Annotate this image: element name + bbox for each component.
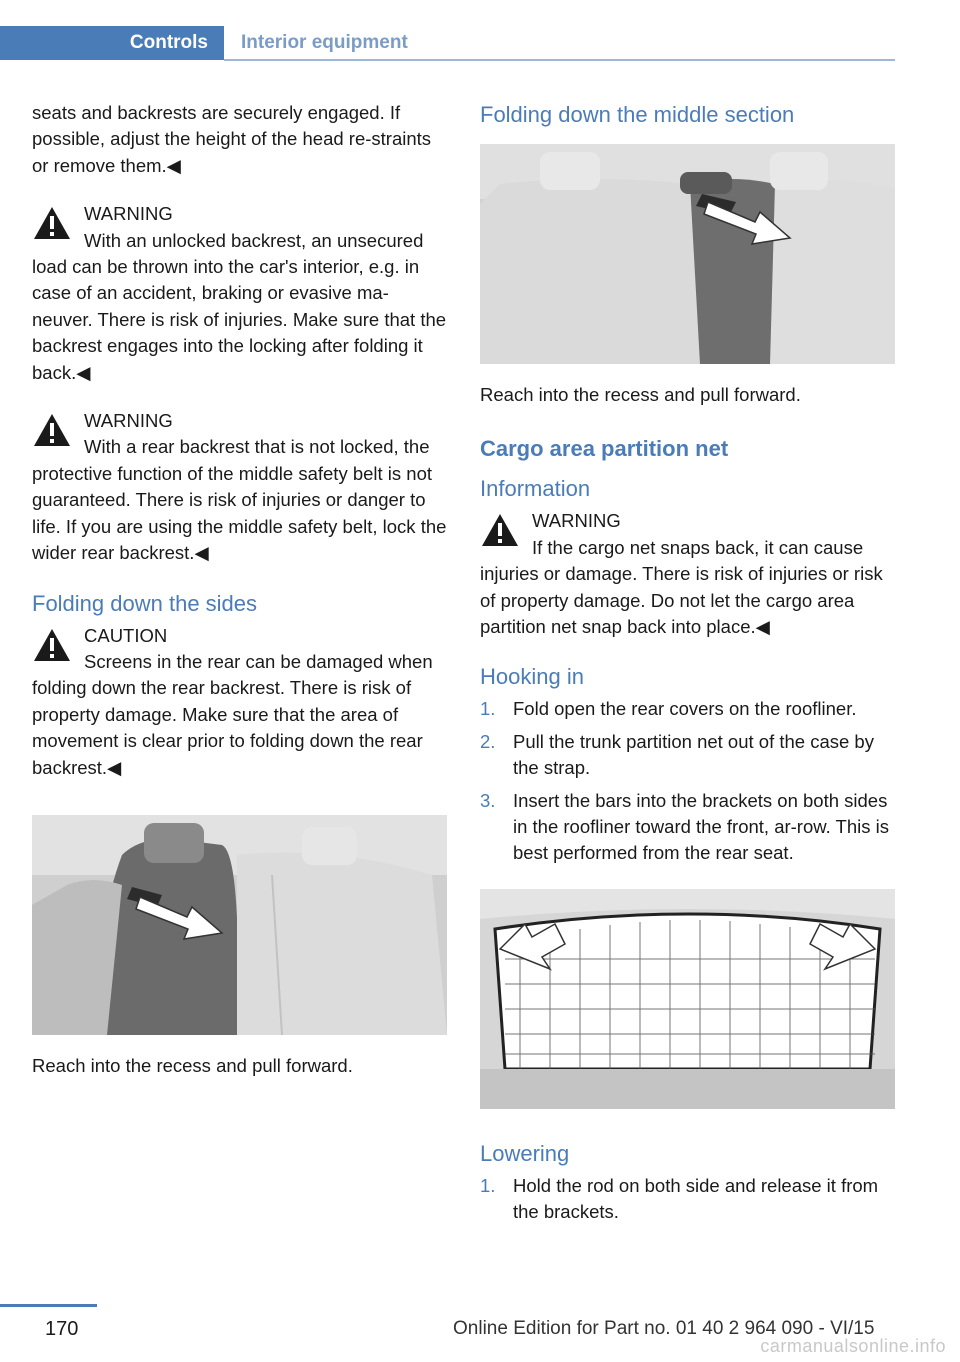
step-number: 2.	[480, 730, 496, 752]
hooking-steps-list	[480, 696, 896, 866]
heading-folding-sides: Folding down the sides	[32, 590, 258, 616]
warning-triangle-icon	[32, 205, 72, 241]
warning-text: If the cargo net snaps back, it can cause injuries or damage. There is risk of injuries or risk of property damage. Do not let the cargo area partition net snap back into place.◀	[480, 536, 883, 638]
warning-triangle-icon	[32, 412, 72, 448]
heading-cargo-net: Cargo area partition net	[480, 436, 729, 462]
edition-text: Online Edition for Part no. 01 40 2 964 090 - VI/15	[453, 1318, 875, 1339]
watermark: carmanualsonline.info	[760, 1336, 946, 1356]
caption-middle: Reach into the recess and pull forward.	[480, 384, 801, 405]
figure-rear-seat-middle	[480, 144, 895, 364]
section-tab-controls[interactable]: Controls	[0, 26, 224, 60]
figure-cargo-net	[480, 889, 895, 1109]
rear-seat-side-illustration	[32, 815, 447, 1035]
rear-seat-middle-illustration	[480, 144, 895, 364]
step-number: 1.	[480, 698, 496, 720]
caution-triangle-icon	[32, 627, 72, 663]
warning-block-net	[480, 508, 896, 640]
intro-paragraph: seats and backrests are securely engaged. If possible, adjust the height of the head re‐straints or remove them.◀	[32, 102, 432, 176]
heading-folding-middle: Folding down the middle section	[480, 102, 795, 127]
step-text: Fold open the rear covers on the roofliner.	[513, 698, 857, 720]
step-text: Pull the trunk partition net out of the case by the strap.	[513, 730, 874, 779]
warning-block	[32, 408, 448, 566]
list-item	[480, 1173, 896, 1226]
warning-label: WARNING	[84, 410, 173, 432]
warning-triangle-icon	[480, 512, 520, 548]
warning-label: WARNING	[84, 203, 173, 225]
step-text: Insert the bars into the brackets on both sides in the roofliner toward the front, ar‐row. This is best performed from the rear seat.	[513, 789, 889, 864]
warning-label: WARNING	[532, 510, 621, 532]
page-header	[0, 26, 895, 62]
page-number: 170	[45, 1318, 79, 1340]
caution-block	[32, 623, 448, 781]
list-item	[480, 696, 896, 722]
subheading-information: Information	[480, 476, 591, 502]
warning-text: With an unlocked backrest, an unsecured load can be thrown into the car's interior, e.g. in case of an accident, braking or evasive ma‐neuver. There is risk of injuries. Make sure that the backrest engages into the locking after folding it back.◀	[32, 229, 447, 383]
section-tab-interior-equipment[interactable]: Interior equipment	[241, 32, 408, 53]
right-column	[480, 100, 896, 1248]
left-column	[32, 100, 448, 1101]
list-item	[480, 788, 896, 867]
warning-text: With a rear backrest that is not locked, the protective function of the middle safety belt is not guaranteed. There is risk of injuries or danger to life. If you are using the middle safety belt, lock the wider rear backrest.◀	[32, 436, 447, 564]
caption-sides: Reach into the recess and pull forward.	[32, 1054, 353, 1076]
warning-block	[32, 201, 448, 386]
lowering-steps-list	[480, 1173, 896, 1226]
step-text: Hold the rod on both side and release it from the brackets.	[513, 1174, 879, 1223]
caution-text: Screens in the rear can be damaged when folding down the rear backrest. There is risk of property damage. Make sure that the area of movement is clear prior to folding down the rear backrest.◀	[32, 650, 433, 778]
list-item	[480, 729, 896, 782]
header-rule	[224, 59, 895, 61]
cargo-net-illustration	[480, 889, 895, 1109]
figure-rear-seat-side	[32, 815, 447, 1035]
caution-label: CAUTION	[84, 624, 168, 646]
subheading-hooking-in: Hooking in	[480, 664, 584, 690]
step-number: 1.	[480, 1174, 496, 1196]
footer-rule	[0, 1304, 97, 1307]
subheading-lowering: Lowering	[480, 1140, 570, 1166]
step-number: 3.	[480, 789, 496, 811]
